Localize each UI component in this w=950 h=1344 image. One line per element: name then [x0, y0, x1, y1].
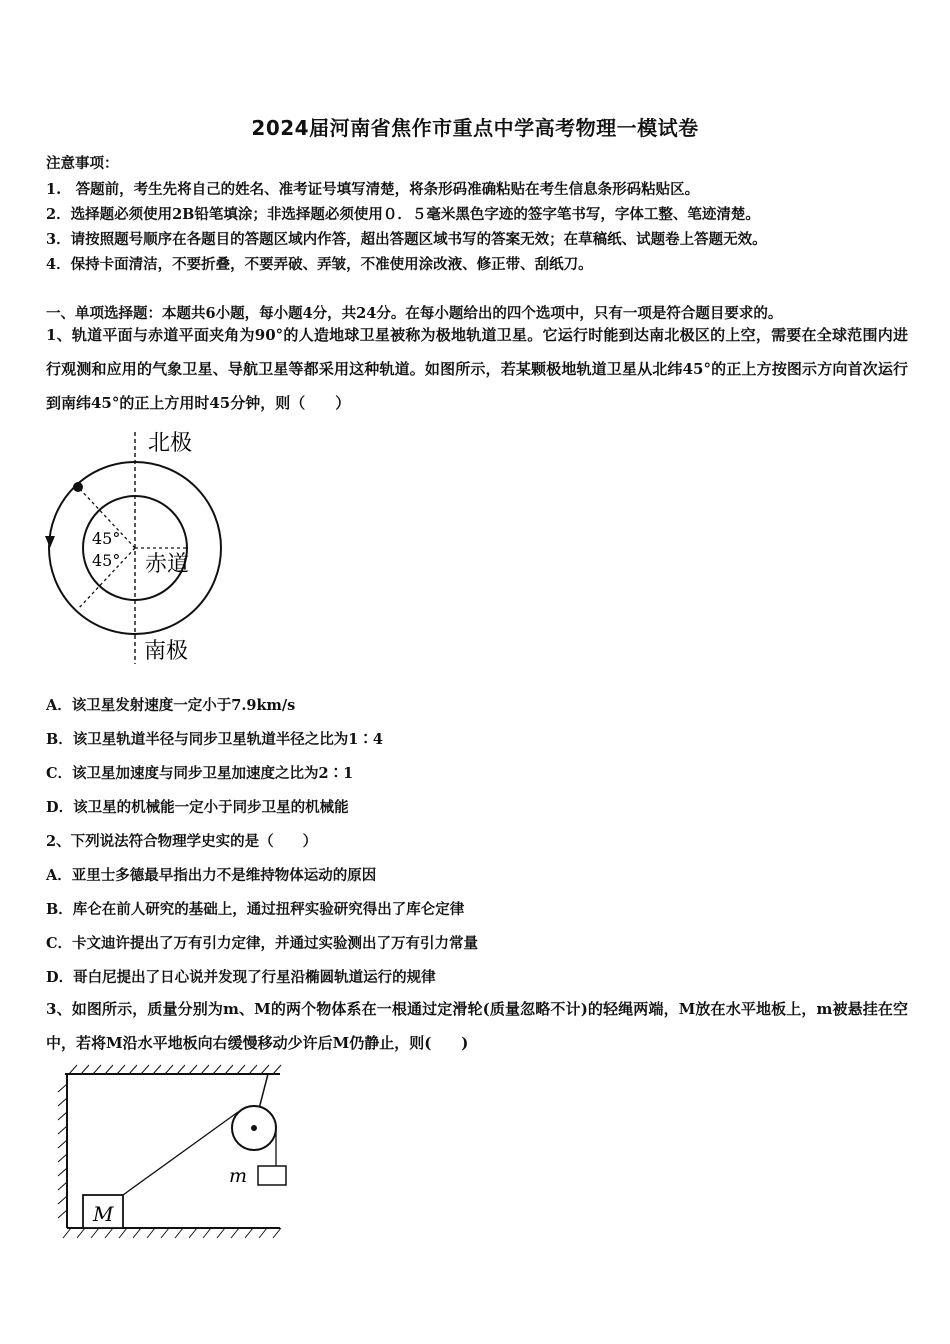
- notice-item-2: 2．选择题必须使用2B铅笔填涂；非选择题必须使用０．５毫米黑色字迹的签字笔书写，字体工整、笔迹清楚。: [46, 206, 760, 223]
- pulley-figure: [55, 1062, 295, 1247]
- question-2-option-b: B．库仑在前人研究的基础上，通过扭秤实验研究得出了库仑定律: [46, 901, 465, 918]
- notice-item-4: 4．保持卡面清洁，不要折叠，不要弄破、弄皱，不准使用涂改液、修正带、刮纸刀。: [46, 256, 593, 273]
- polar-orbit-figure: [40, 428, 240, 668]
- question-1-stem: 1、轨道平面与赤道平面夹角为90°的人造地球卫星被称为极地轨道卫星。它运行时能到达南北极区的上空，需要在全球范围内进行观测和应用的气象卫星、导航卫星等都采用这种轨道。如图所示，若某颗极地轨道卫星从北纬45°的正上方按图示方向首次运行到南纬45°的正上方用时45分钟，则（ ）: [46, 326, 908, 412]
- question-2-stem: 2、下列说法符合物理学史实的是（ ）: [46, 833, 318, 850]
- question-1-option-b: B．该卫星轨道半径与同步卫星轨道半径之比为1∶4: [46, 731, 383, 748]
- satellite-dot: [73, 482, 83, 492]
- question-1-option-a: A．该卫星发射速度一定小于7.9km/s: [46, 697, 296, 714]
- pulley-axle: [251, 1125, 257, 1131]
- question-3-stem: 3、如图所示，质量分别为m、M的两个物体系在一根通过定滑轮(质量忽略不计)的轻绳两端，M放在水平地板上，m被悬挂在空中，若将M沿水平地板向右缓慢移动少许后M仍静止，则( ): [46, 1000, 908, 1052]
- north-pole-label: 北极: [148, 431, 193, 456]
- notice-item-3: 3．请按照题号顺序在各题目的答题区域内作答，超出答题区域书写的答案无效；在草稿纸、试题卷上答题无效。: [46, 231, 767, 248]
- notice-heading: 注意事项：: [46, 155, 119, 172]
- orbit-direction-arrow-icon: [45, 536, 55, 548]
- south-pole-label: 南极: [144, 639, 189, 664]
- section-heading: 一、单项选择题：本题共6小题，每小题4分，共24分。在每小题给出的四个选项中，只有一项是符合题目要求的。: [46, 305, 783, 322]
- notice-item-1: 1. 答题前，考生先将自己的姓名、准考证号填写清楚，将条形码准确粘贴在考生信息条形码粘贴区。: [46, 181, 700, 198]
- page-title: 2024届河南省焦作市重点中学高考物理一模试卷: [251, 116, 699, 140]
- wall-hatch: [58, 1084, 67, 1218]
- rope-to-big-mass: [123, 1112, 238, 1195]
- ceiling-hatch: [69, 1065, 281, 1074]
- floor-hatch: [63, 1228, 281, 1238]
- question-2-option-d: D．哥白尼提出了日心说并发现了行星沿椭圆轨道运行的规律: [46, 969, 436, 986]
- angle-label-south: 45°: [92, 551, 121, 570]
- equator-label: 赤道: [145, 552, 190, 577]
- question-2-option-a: A．亚里士多德最早指出力不是维持物体运动的原因: [46, 867, 377, 884]
- question-1-option-c: C．该卫星加速度与同步卫星加速度之比为2∶1: [46, 765, 354, 782]
- big-mass-label: M: [93, 1202, 114, 1226]
- question-2-option-c: C．卡文迪许提出了万有引力定律，并通过实验测出了万有引力常量: [46, 935, 479, 952]
- angle-label-north: 45°: [92, 529, 121, 548]
- small-mass-label: m: [229, 1165, 248, 1187]
- small-mass-block: [258, 1166, 286, 1185]
- question-1-option-d: D．该卫星的机械能一定小于同步卫星的机械能: [46, 799, 349, 816]
